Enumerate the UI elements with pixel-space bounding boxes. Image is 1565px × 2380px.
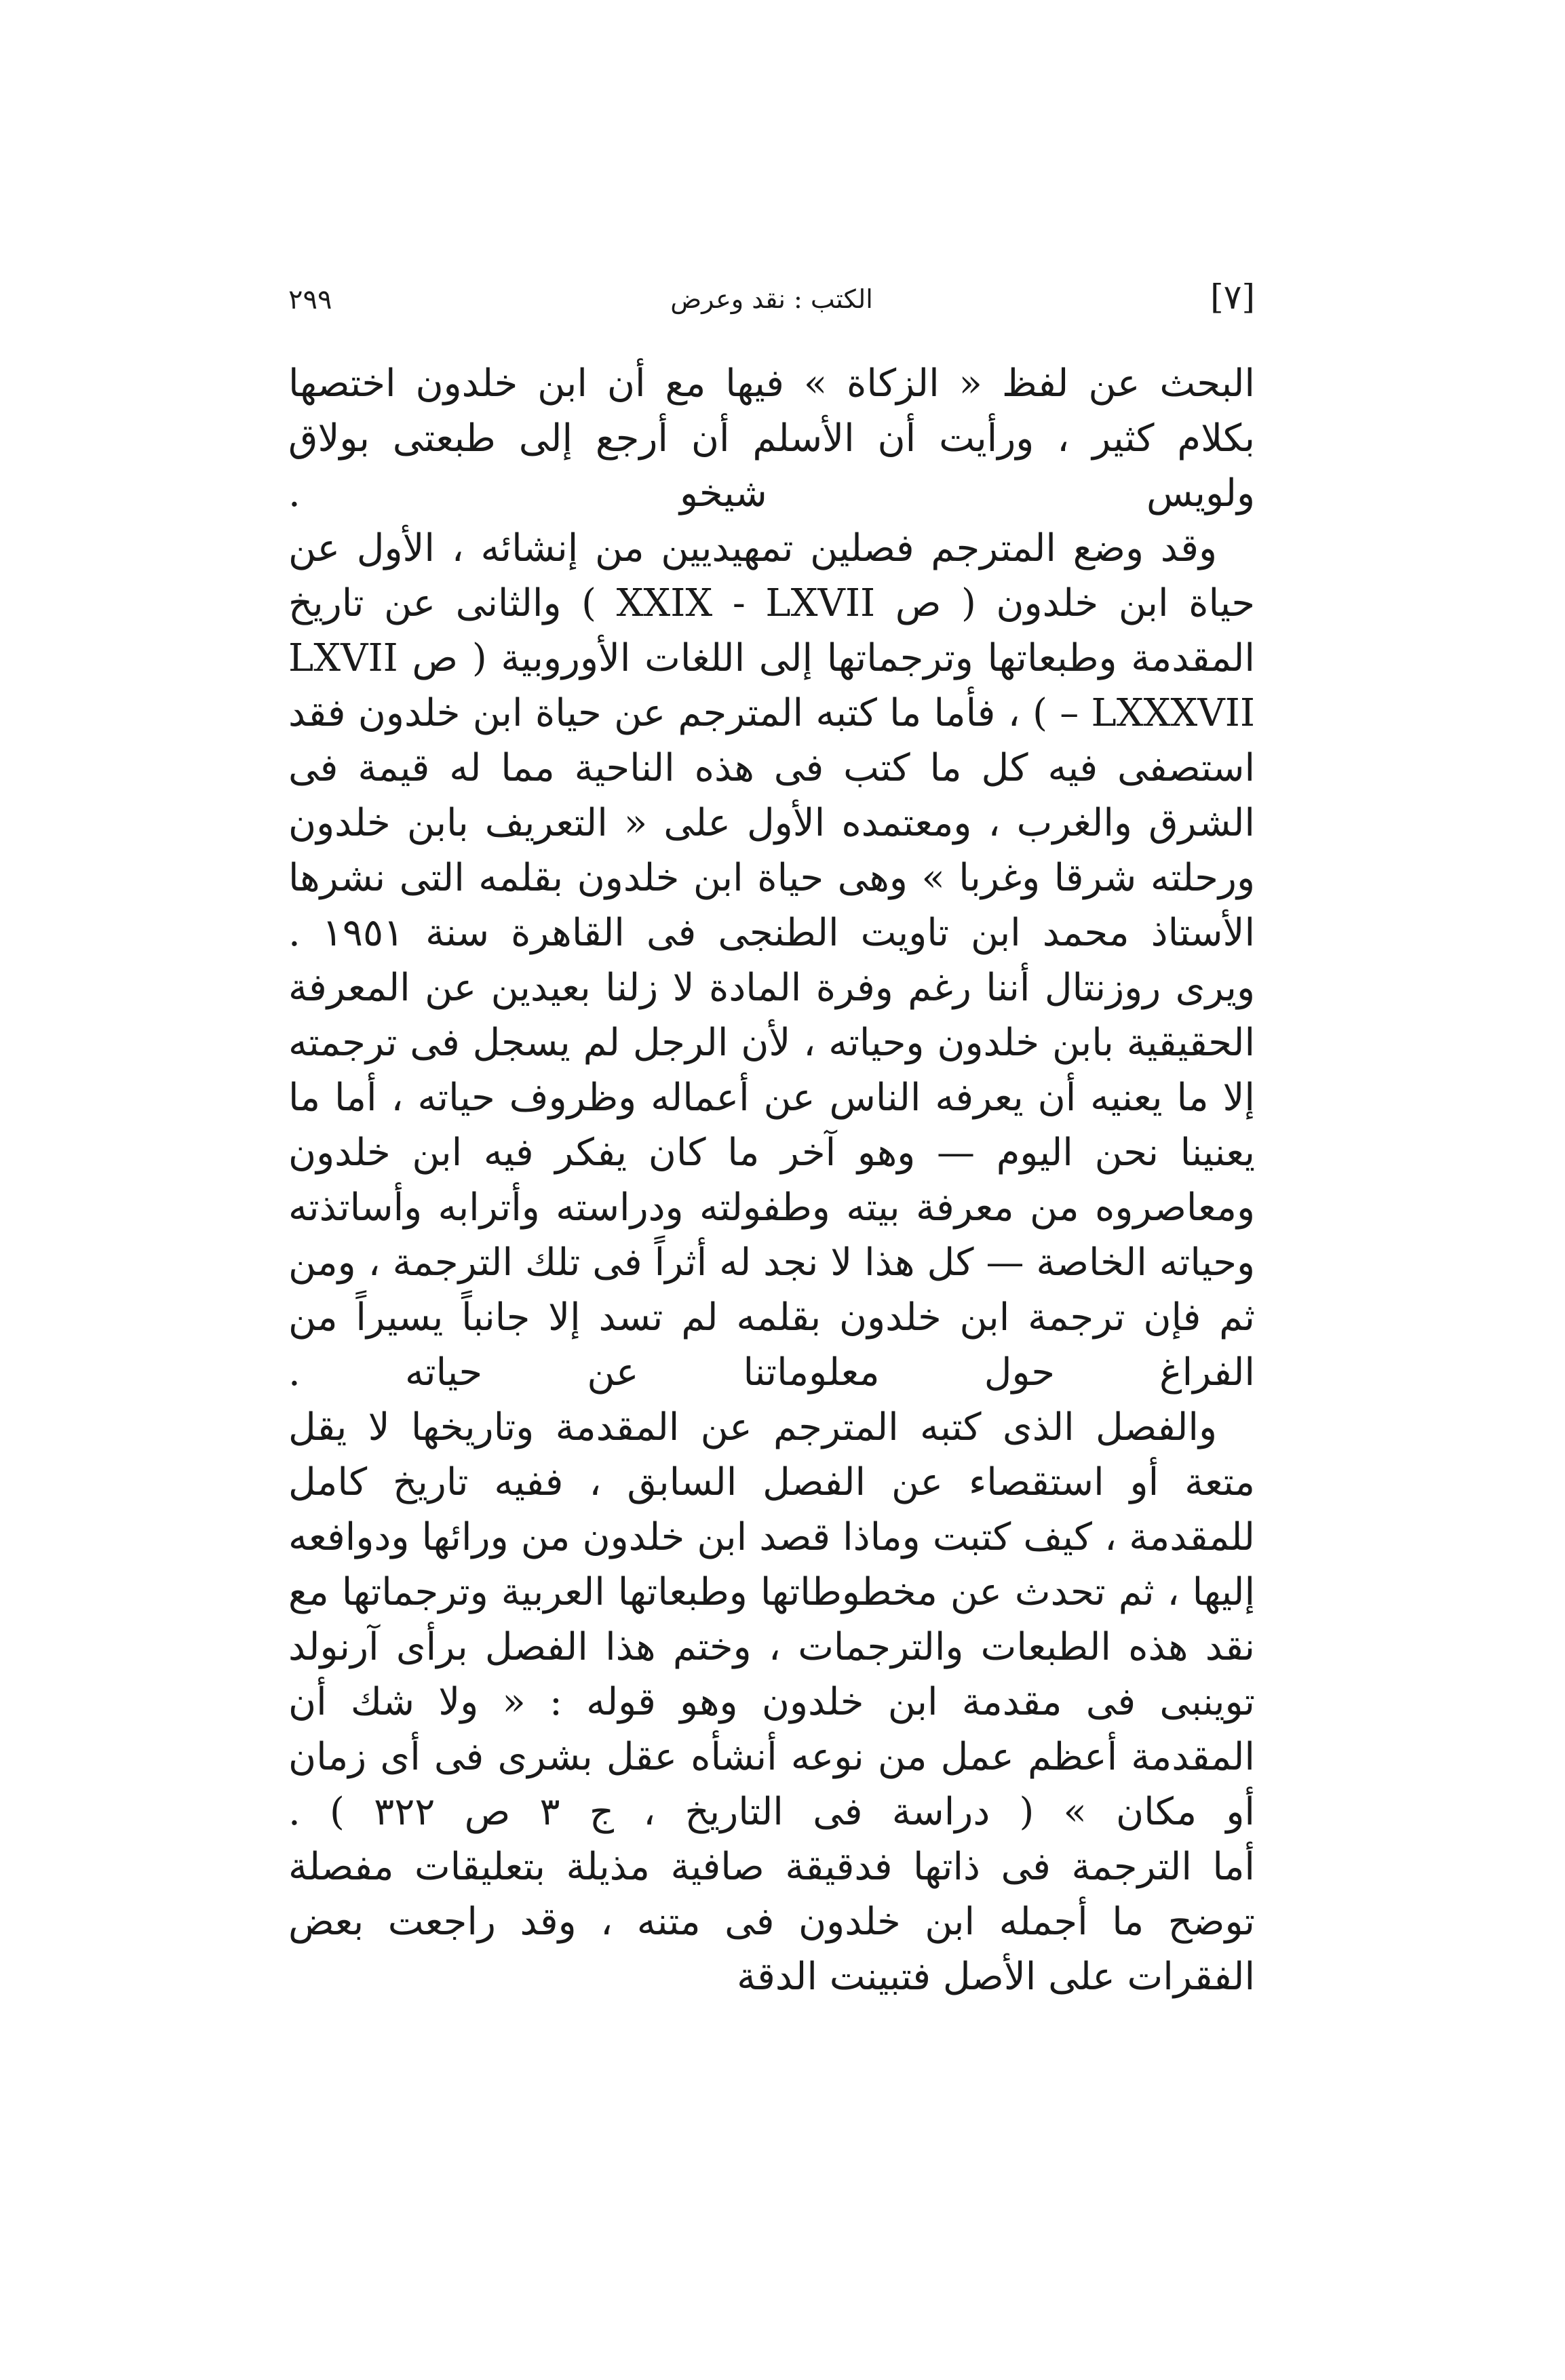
page-header [288,275,1255,336]
section-marker: [٧] [1210,277,1255,317]
body-text [288,356,1255,2004]
paragraph: أما الترجمة فى ذاتها فدقيقة صافية مذيلة بتعليقات مفصلة توضح ما أجمله ابن خلدون فى متنه ، وقد راجعت بعض الفقرات على الأصل فتبينت الدقة [288,1845,1255,1999]
paragraph: البحث عن لفظ « الزكاة » فيها مع أن ابن خلدون اختصها بكلام كثير ، ورأيت أن الأسلم أن أرجع إلى طبعتى بولاق ولويس شيخو . [288,362,1255,515]
paragraph: وقد وضع المترجم فصلين تمهيديين من إنشائه ، الأول عن حياة ابن خلدون ( ص XXIX - LXVII ) والثانى عن تاريخ المقدمة وطبعاتها وترجماتها إلى اللغات الأوروبية ( ص LXVII – LXXXVII ) ، فأما ما كتبه المترجم عن حياة ابن خلدون فقد استصفى فيه كل ما كتب فى هذه الناحية مما له قيمة فى الشرق والغرب ، ومعتمده الأول على « التعريف بابن خلدون ورحلته شرقا وغربا » وهى حياة ابن خلدون بقلمه التى نشرها الأستاذ محمد ابن تاويت الطنجى فى القاهرة سنة ١٩٥١ . ويرى روزنتال أننا رغم وفرة المادة لا زلنا بعيدين عن المعرفة الحقيقية بابن خلدون وحياته ، لأن الرجل لم يسجل فى ترجمته إلا ما يعنيه أن يعرفه الناس عن أعماله وظروف حياته ، أما ما يعنينا نحن اليوم — وهو آخر ما كان يفكر فيه ابن خلدون ومعاصروه من معرفة بيته وطفولته ودراسته وأترابه وأساتذته وحياته الخاصة — كل هذا لا نجد له أثراً فى تلك الترجمة ، ومن ثم فإن ترجمة ابن خلدون بقلمه لم تسد إلا جانباً يسيراً من الفراغ حول معلوماتنا عن حياته . [288,526,1256,1394]
paragraph: والفصل الذى كتبه المترجم عن المقدمة وتاريخها لا يقل متعة أو استقصاء عن الفصل السابق ، ففيه تاريخ كامل للمقدمة ، كيف كتبت وماذا قصد ابن خلدون من ورائها ودوافعه إليها ، ثم تحدث عن مخطوطاتها وطبعاتها العربية وترجماتها مع نقد هذه الطبعات والترجمات ، وختم هذا الفصل برأى آرنولد توينبى فى مقدمة ابن خلدون وهو قوله : « ولا شك أن المقدمة أعظم عمل من نوعه أنشأه عقل بشرى فى أى زمان أو مكان » ( دراسة فى التاريخ ، ج ٣ ص ٣٢٢ ) . [288,1405,1255,1834]
page-number: ٢٩٩ [288,284,332,315]
running-title: الكتب : نقد وعرض [670,284,873,314]
